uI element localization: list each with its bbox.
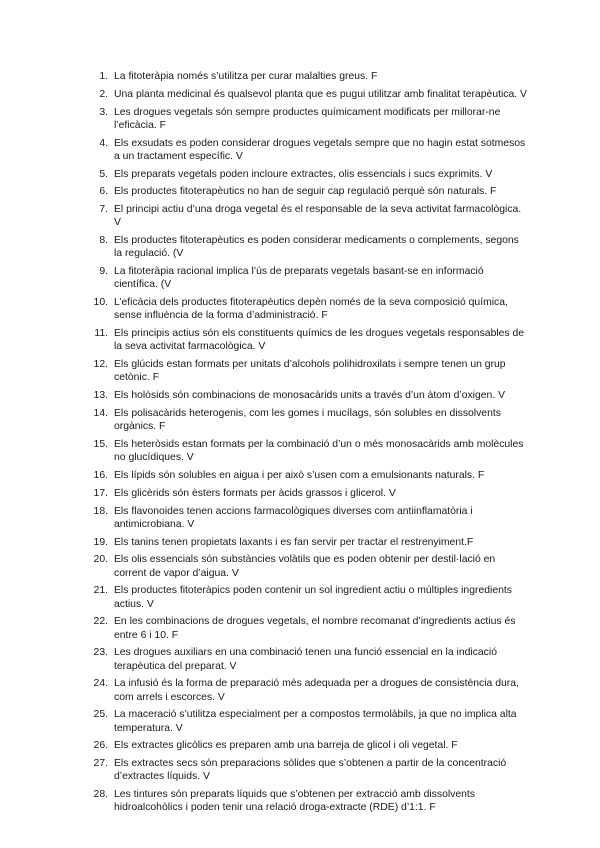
- question-number: 25.: [93, 709, 108, 721]
- question-number: 8.: [99, 235, 108, 247]
- list-item: [88, 487, 528, 500]
- question-text: Els extractes secs són preparacions sòlides que s’obtenen a partir de la concentració d’extractes líquids. V: [114, 758, 507, 783]
- question-text: L’eficàcia dels productes fitoterapèutics depèn només de la seva composició química, sense influència de la forma d’administració. F: [114, 297, 508, 322]
- list-item: [88, 185, 528, 198]
- question-number: 6.: [99, 186, 108, 198]
- list-item: [88, 646, 528, 672]
- question-number: 18.: [93, 505, 108, 517]
- list-item: [88, 553, 528, 579]
- question-text: Els glicèrids són èsters formats per àcids grassos i glicerol. V: [114, 487, 396, 499]
- question-number: 5.: [99, 168, 108, 180]
- question-text: Els olis essencials són substàncies volàtils que es poden obtenir per destil·lació en corrent de vapor d’aigua. V: [114, 554, 496, 579]
- question-text: Els heteròsids estan formats per la combinació d’un o més monosacàrids amb molècules no glucídiques. V: [114, 438, 524, 464]
- question-text: Les drogues auxiliars en una combinació tenen una funció essencial en la indicació terapèutica del preparat. V: [114, 647, 497, 672]
- question-text: La fitoteràpia només s’utilitza per curar malalties greus. F: [114, 71, 378, 82]
- question-number: 24.: [93, 678, 108, 690]
- list-item: [88, 788, 528, 814]
- list-item: [88, 757, 528, 783]
- list-item: [88, 615, 528, 641]
- question-number: 10.: [93, 297, 108, 309]
- question-number: 9.: [99, 266, 108, 278]
- question-number: 23.: [93, 647, 108, 659]
- list-item: [88, 88, 528, 101]
- question-number: 3.: [99, 106, 108, 118]
- list-item: [88, 584, 528, 610]
- question-text: Els principis actius són els constituents químics de les drogues vegetals responsables de la seva activitat farmacològica. V: [114, 328, 525, 353]
- list-item: [88, 106, 528, 132]
- question-text: La maceració s’utilitza especialment per a compostos termolàbils, ja que no implica alta temperatura. V: [114, 709, 517, 734]
- list-item: [88, 708, 528, 734]
- question-number: 13.: [93, 390, 108, 402]
- question-number: 21.: [93, 585, 108, 597]
- question-list: [88, 70, 528, 819]
- question-number: 16.: [93, 469, 108, 481]
- question-text: Els glúcids estan formats per unitats d’alcohols polihidroxilats i sempre tenen un grup cetònic. F: [114, 359, 506, 384]
- question-text: El principi actiu d’una droga vegetal és el responsable de la seva activitat farmacològica. V: [114, 204, 522, 229]
- question-text: Els productes fitoteràpics poden contenir un sol ingredient actiu o múltiples ingredients actius. V: [114, 585, 512, 610]
- question-number: 15.: [93, 438, 108, 450]
- question-text: Els productes fitoterapèutics es poden considerar medicaments o complements, segons la regulació. (V: [114, 235, 519, 260]
- list-item: [88, 70, 528, 83]
- question-text: Els polisacàrids heterogenis, com les gomes i mucílags, són solubles en dissolvents orgànics. F: [114, 407, 501, 433]
- question-number: 12.: [93, 359, 108, 371]
- list-item: [88, 296, 528, 322]
- list-item: [88, 536, 528, 549]
- list-item: [88, 469, 528, 482]
- list-item: [88, 265, 528, 291]
- list-item: [88, 327, 528, 353]
- question-number: 2.: [99, 88, 108, 100]
- question-text: Els productes fitoterapèutics no han de seguir cap regulació perquè són naturals. F: [114, 186, 497, 198]
- question-text: Els flavonoides tenen accions farmacològiques diverses com antiinflamatòria i antimicrobiana. V: [114, 505, 473, 530]
- list-item: [88, 137, 528, 163]
- list-item: [88, 358, 528, 384]
- question-text: La fitoteràpia racional implica l’ús de preparats vegetals basant-se en informació científica. (V: [114, 266, 484, 291]
- question-number: 7.: [99, 204, 108, 216]
- question-number: 22.: [93, 616, 108, 628]
- list-item: [88, 505, 528, 531]
- list-item: [88, 407, 528, 433]
- question-text: En les combinacions de drogues vegetals, el nombre recomanat d’ingredients actius és entre 6 i 10. F: [114, 616, 516, 641]
- question-text: Els extractes glicòlics es preparen amb una barreja de glicol i oli vegetal. F: [114, 740, 458, 752]
- question-number: 17.: [93, 487, 108, 499]
- question-text: Les tintures són preparats líquids que s’obtenen per extracció amb dissolvents hidroalcohòlics i poden tenir una relació droga-extracte (RDE) d’1:1. F: [114, 789, 475, 814]
- question-text: Una planta medicinal és qualsevol planta que es pugui utilitzar amb finalitat terapèutica. V: [114, 88, 527, 100]
- question-number: 26.: [93, 740, 108, 752]
- question-number: 11.: [94, 328, 108, 340]
- question-text: Els preparats vegetals poden incloure extractes, olis essencials i sucs exprimits. V: [114, 168, 493, 180]
- question-text: Els lípids són solubles en aigua i per això s’usen com a emulsionants naturals. F: [114, 469, 485, 481]
- question-number: 28.: [93, 789, 108, 801]
- list-item: [88, 677, 528, 703]
- question-number: 20.: [93, 554, 108, 566]
- question-text: La infusió és la forma de preparació més adequada per a drogues de consistència dura, com arrels i escorces. V: [114, 678, 519, 703]
- question-number: 27.: [93, 758, 108, 770]
- question-number: 4.: [99, 137, 108, 149]
- list-item: [88, 203, 528, 229]
- list-item: [88, 168, 528, 181]
- question-text: Els holòsids són combinacions de monosacàrids units a través d’un àtom d’oxigen. V: [114, 390, 506, 402]
- question-number: 14.: [93, 407, 108, 419]
- question-text: Les drogues vegetals són sempre productes químicament modificats per millorar-ne l’eficàcia. F: [114, 106, 501, 131]
- list-item: [88, 739, 528, 752]
- question-text: Els exsudats es poden considerar drogues vegetals sempre que no hagin estat sotmesos a un tractament específic. V: [114, 137, 526, 162]
- list-item: [88, 438, 528, 464]
- question-number: 1.: [99, 71, 108, 82]
- question-text: Els tanins tenen propietats laxants i es fan servir per tractar el restrenyiment.F: [114, 536, 474, 548]
- list-item: [88, 389, 528, 402]
- list-item: [88, 234, 528, 260]
- question-number: 19.: [93, 536, 108, 548]
